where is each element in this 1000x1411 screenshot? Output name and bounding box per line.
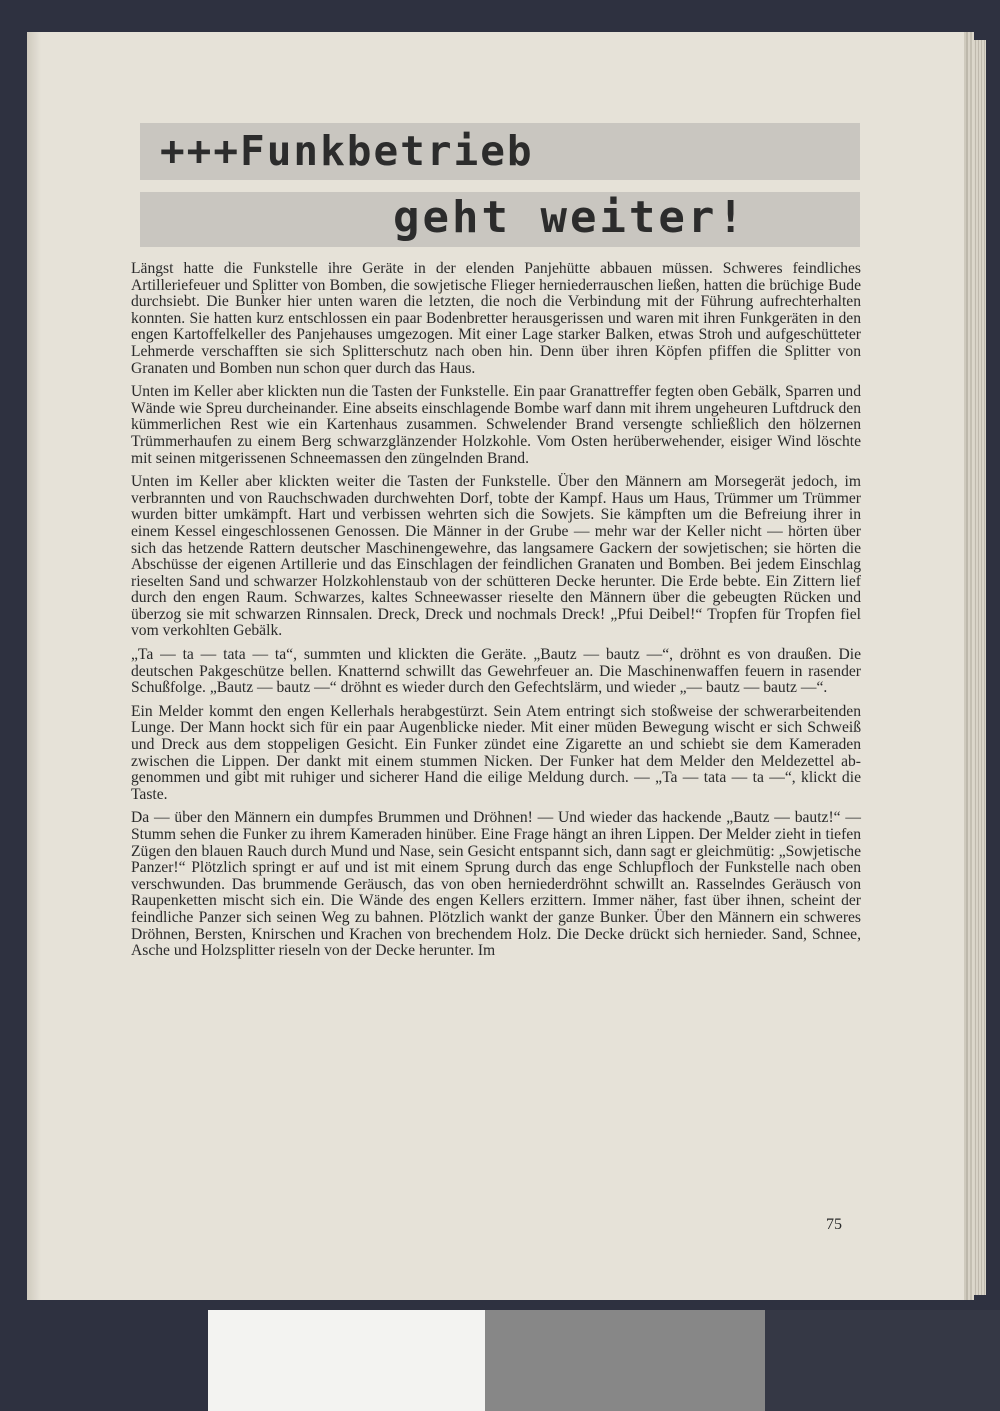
paragraph-5: Ein Melder kommt den engen Kellerhals herabgestürzt. Sein Atem entringt sich stoßweise der schwerarbeitenden Lunge. Der Mann hockt sich für ein paar Augenblicke nieder. Mit einer müden Bewegung wischt er sich Schweiß und Dreck aus dem stoppeligen Gesicht. Ein Funker zündet eine Zigarette an und schiebt sie dem Kameraden zwischen die Lippen. Der dankt mit einem stummen Nicken. Der Funker hat dem Melder den Meldezettel abgenommen und gibt mit ruhiger und sicherer Hand die eilige Meldung durch. — „Ta — tata — ta —“, klickt die Taste. — [131, 702, 861, 803]
page-number: 75 — [826, 1216, 842, 1233]
paragraph-1: Längst hatte die Funkstelle ihre Geräte in der elenden Panjehütte abbauen müssen. Schweres feindliches Artilleriefeuer und Splitter von Bomben, die sowjetische Flieger herniederrauschen ließen, hatten die brüchige Bude durchsiebt. Die Bunker hier unten waren die letzten, die noch die Verbindung mit der Führung aufrechterhalten konnten. Sie hatten kurz entschlossen ein paar Bodenbretter herausgerissen und waren mit ihren Funkgeräten in den engen Kartoffelkeller des Panjehauses umgezogen. Mit einer Lage starker Balken, etwas Stroh und aufgeschütteter Lehmerde verschafften sie sich Splitterschutz nach oben hin. Denn über ihren Köpfen pfiffen die Splitter von Granaten und Bomben nun schon quer durch das Haus. — [131, 260, 861, 377]
article-heading-line1: +++Funkbetrieb — [160, 127, 534, 175]
background-strip-left — [0, 1310, 208, 1411]
page-binding-shadow — [27, 32, 41, 1300]
color-calibration-dark — [765, 1310, 1000, 1411]
color-calibration-white — [208, 1310, 485, 1411]
color-calibration-gray — [485, 1310, 765, 1411]
article-heading-line2: geht weiter! — [393, 192, 747, 243]
paragraph-6: Da — über den Männern ein dumpfes Brummen und Dröhnen! — Und wieder das hackende „Bautz — bautz!“ — Stumm sehen die Funker zu ihrem Kameraden hinüber. Eine Frage hängt an ihren Lippen. Der Melder zieht in tiefen Zügen den blauen Rauch durch Mund und Nase, sein Gesicht entspannt sich, dann sagt er gleichmütig: „Sowjetische Panzer!“ Plötzlich springt er auf und ist mit einem Sprung durch das enge Schlupfloch der Funkstelle nach oben verschwunden. Das brummende Geräusch, das von oben herniederdröhnt schwillt an. Rasselndes Geräusch von Raupenketten mischt sich ein. Die Wände des engen Kellers erzittern. Immer näher, fast über ihnen, scheint der feindliche Panzer sich seinen Weg zu bahnen. Plötzlich wankt der ganze Bunker. Über den Männern ein schweres Dröhnen, Bersten, Knirschen und Krachen von brechendem Holz. Die Decke drückt sich hernieder. Sand, Schnee, Asche und Holzsplitter rieseln von der Decke herunter. Im — [131, 809, 861, 960]
page-edge-stack — [964, 40, 986, 1295]
paragraph-4: „Ta — ta — tata — ta“, summten und klickten die Geräte. „Bautz — bautz —“, dröhnt es von draußen. Die deutschen Pakgeschütze bellen. Knatternd schwillt das Gewehrfeuer an. Die Maschinenwaffen feuern in rasender Schußfolge. „Bautz — bautz —“ dröhnt es wieder durch den Gefechtslärm, und wieder „— bautz — bautz —“. — [131, 646, 861, 697]
paragraph-2: Unten im Keller aber klickten nun die Tasten der Funkstelle. Ein paar Granattreffer fegten oben Gebälk, Sparren und Wände wie Spreu durcheinander. Eine abseits einschlagende Bombe warf dann mit ihrem ungeheuren Luftdruck den kümmerlichen Rest wie ein Kartenhaus zusammen. Schwelender Brand versengte schließlich den hölzernen Trümmerhaufen zu einem Berg schwarzglänzender Holzkohle. Vom Osten herüberwehender, eisiger Wind löschte mit seinen mitgerissenen Schneemassen den züngelnden Brand. — [131, 383, 861, 467]
paragraph-3: Unten im Keller aber klickten weiter die Tasten der Funkstelle. Über den Männern am Morsegerät jedoch, im verbrannten und von Rauchschwaden durchwehten Dorf, tobte der Kampf. Haus um Haus, Trümmer um Trümmer wurden bitter umkämpft. Hart und verbissen wehrten sich die Sowjets. Sie kämpften um die Befreiung ihrer in einem Kessel eingeschlossenen Genossen. Die Männer in der Grube — mehr war der Keller nicht — hörten über sich das hetzende Rattern deutscher Maschinengewehre, das langsamere Gackern der sowjetischen; sie hörten die Abschüsse der eigenen Artillerie und das Einschlagen der feindlichen Granaten und Bomben. Bei jedem Einschlag rieselten Sand und schwarzer Holzkohlenstaub von der schütteren Decke herunter. Die Erde bebte. Ein Zittern lief durch den engen Raum. Schwarzes, kaltes Schneewasser rieselte den Männern über die gebeugten Rücken und überzog sie mit schwarzen Rinnsalen. Dreck, Dreck und nochmals Dreck! „Pfui Deibel!“ Tropfen für Tropfen fiel vom verkohlten Gebälk. — [131, 473, 861, 640]
article-body — [131, 261, 861, 967]
